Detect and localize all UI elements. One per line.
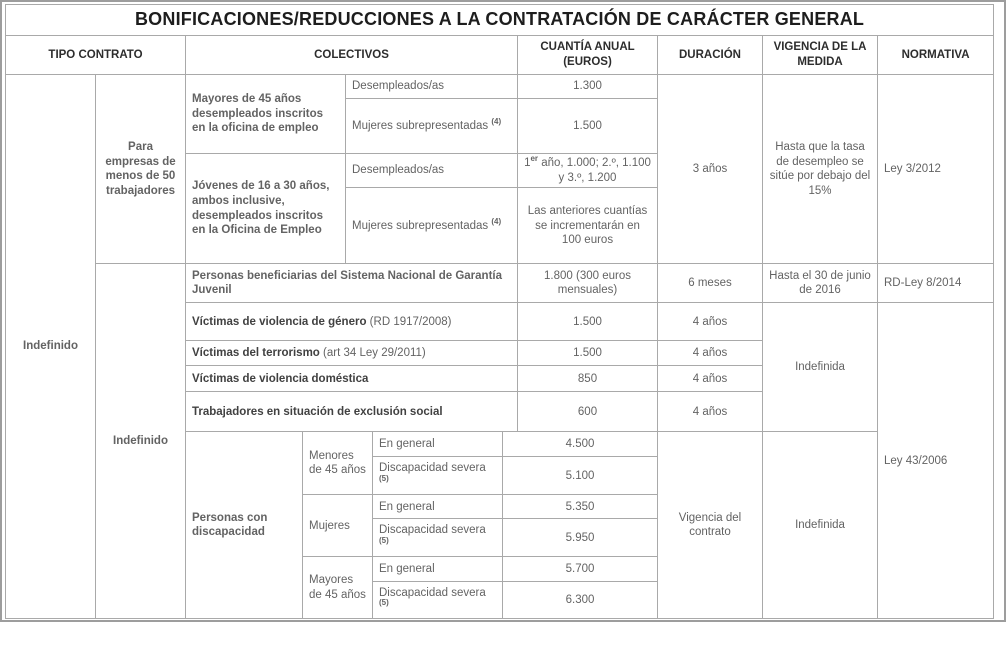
cell-subtipo-indefinido: Indefinido [96, 264, 186, 619]
table-row [6, 264, 994, 303]
cell-duracion: 4 años [658, 366, 763, 392]
cell-tipo-discapacidad-severa [373, 519, 503, 557]
cell-grupo-jovenes-16-30: Jóvenes de 16 a 30 años, ambos inclusive, desempleados inscritos en la Oficina de Empleo [186, 154, 346, 264]
colectivo-detalle: (RD 1917/2008) [366, 315, 452, 328]
cell-cuantia: 5.950 [503, 519, 658, 557]
table-header-row [6, 36, 994, 75]
footnote-marker-5: (5) [379, 474, 389, 484]
ordinal-superscript: er [530, 154, 539, 164]
cell-subgrupo-mujeres: Mujeres [303, 495, 373, 557]
cell-normativa-ley-3-2012: Ley 3/2012 [878, 75, 994, 264]
col-header-cuantia: CUANTÍA ANUAL (EUROS) [518, 36, 658, 75]
cell-cuantia-incremento: Las anteriores cuantías se incrementarán en 100 euros [518, 188, 658, 264]
cell-vigencia-indefinida: Indefinida [763, 303, 878, 432]
col-header-colectivos: COLECTIVOS [186, 36, 518, 75]
tipo-label: Discapacidad severa [379, 586, 486, 599]
table-row [6, 5, 994, 36]
cell-cuantia: 1.300 [518, 75, 658, 99]
col-header-normativa: NORMATIVA [878, 36, 994, 75]
cell-duracion-vigencia-contrato: Vigencia del contrato [658, 432, 763, 619]
cell-duracion-3-anos: 3 años [658, 75, 763, 264]
tipo-label: Discapacidad severa [379, 462, 486, 475]
page-title: BONIFICACIONES/REDUCCIONES A LA CONTRATACIÓN DE CARÁCTER GENERAL [6, 5, 994, 36]
cell-grupo-mayores-45: Mayores de 45 años desempleados inscritos en la oficina de empleo [186, 75, 346, 154]
footnote-marker-4: (4) [491, 116, 502, 126]
cell-cuantia: 1.500 [518, 303, 658, 341]
colectivo-label: Víctimas de violencia de género [192, 315, 367, 328]
cell-colectivo-desempleados: Desempleados/as [346, 154, 518, 188]
cell-duracion: 4 años [658, 341, 763, 366]
col-header-duracion: DURACIÓN [658, 36, 763, 75]
cell-normativa-ley-43-2006: Ley 43/2006 [878, 303, 994, 619]
colectivo-detalle: (art 34 Ley 29/2011) [319, 347, 426, 360]
colectivo-label: Víctimas de violencia doméstica [192, 372, 369, 385]
cell-subgrupo-menores-45: Menores de 45 años [303, 432, 373, 495]
cell-tipo-en-general: En general [373, 557, 503, 582]
cell-colectivo-desempleados: Desempleados/as [346, 75, 518, 99]
cell-cuantia: 1.500 [518, 99, 658, 154]
cell-colectivo-exclusion-social [186, 392, 518, 432]
colectivo-label: Mujeres subrepresentadas [352, 119, 489, 132]
cuantia-text: 1 [524, 157, 531, 169]
cell-colectivo-violencia-genero [186, 303, 518, 341]
footnote-marker-5: (5) [379, 598, 389, 608]
footnote-marker-5: (5) [379, 536, 389, 546]
footnote-marker-4: (4) [491, 216, 502, 226]
cell-vigencia-indefinida: Indefinida [763, 432, 878, 619]
cell-cuantia: 5.100 [503, 457, 658, 495]
cell-subtipo-empresas-menos-50: Para empresas de menos de 50 trabajadores [96, 75, 186, 264]
cell-cuantia: 1.800 (300 euros mensuales) [518, 264, 658, 303]
cell-cuantia-escalonada [518, 154, 658, 188]
colectivo-label: Mujeres subrepresentadas [352, 219, 489, 232]
cell-vigencia-junio-2016: Hasta el 30 de junio de 2016 [763, 264, 878, 303]
cell-vigencia-tasa-desempleo: Hasta que la tasa de desempleo se sitúe por debajo del 15% [763, 75, 878, 264]
cell-duracion: 4 años [658, 392, 763, 432]
cell-tipo-discapacidad-severa [373, 582, 503, 619]
cell-cuantia: 5.700 [503, 557, 658, 582]
cell-cuantia: 6.300 [503, 582, 658, 619]
cell-grupo-personas-discapacidad: Personas con discapacidad [186, 432, 303, 619]
cell-colectivo-violencia-domestica [186, 366, 518, 392]
cell-cuantia: 600 [518, 392, 658, 432]
cell-cuantia: 5.350 [503, 495, 658, 519]
cell-cuantia: 850 [518, 366, 658, 392]
cell-tipo-discapacidad-severa [373, 457, 503, 495]
col-header-tipo-contrato: TIPO CONTRATO [6, 36, 186, 75]
cell-colectivo-garantia-juvenil: Personas beneficiarias del Sistema Nacional de Garantía Juvenil [186, 264, 518, 303]
cell-cuantia: 4.500 [503, 432, 658, 457]
cell-colectivo-mujeres-subrepresentadas [346, 99, 518, 154]
cell-duracion-6-meses: 6 meses [658, 264, 763, 303]
cuantia-text: año, 1.000; 2.º, 1.100 y 3.º, 1.200 [538, 157, 651, 184]
colectivo-label: Trabajadores en situación de exclusión social [192, 405, 443, 418]
bonificaciones-table [5, 4, 994, 619]
cell-tipo-en-general: En general [373, 495, 503, 519]
cell-normativa-rdley-8-2014: RD-Ley 8/2014 [878, 264, 994, 303]
tipo-label: Discapacidad severa [379, 524, 486, 537]
cell-colectivo-mujeres-subrepresentadas [346, 188, 518, 264]
col-header-vigencia: VIGENCIA DE LA MEDIDA [763, 36, 878, 75]
cell-subgrupo-mayores-45: Mayores de 45 años [303, 557, 373, 619]
cell-cuantia: 1.500 [518, 341, 658, 366]
colectivo-label: Víctimas del terrorismo [192, 347, 320, 360]
cell-tipo-en-general: En general [373, 432, 503, 457]
cell-duracion: 4 años [658, 303, 763, 341]
cell-tipo-indefinido: Indefinido [6, 75, 96, 619]
table-row [6, 75, 994, 99]
cell-colectivo-terrorismo [186, 341, 518, 366]
